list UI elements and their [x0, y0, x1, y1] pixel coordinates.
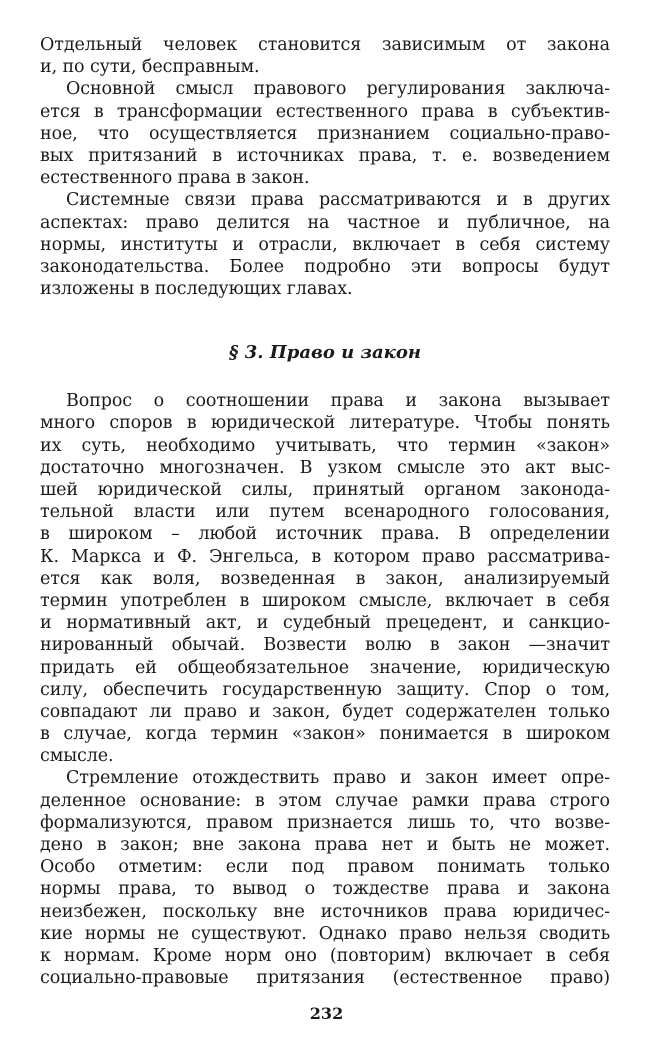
text-line: много споров в юридической литературе. Чтобы понять: [40, 413, 610, 434]
text-line: формализуются, правом признается лишь то, что возве-: [40, 812, 610, 833]
page-number: 232: [309, 1004, 344, 1023]
text-line: естественного права в закон.: [40, 168, 310, 189]
text-line: Особо отметим: если под правом понимать только: [40, 857, 610, 878]
text-line: ется как воля, возведенная в закон, анализируемый: [40, 568, 610, 589]
text-line: достаточно многозначен. В узком смысле это акт выс-: [40, 457, 610, 478]
text-line: и, по сути, бесправным.: [40, 57, 260, 78]
text-line: изложены в последующих главах.: [40, 279, 353, 300]
page-body: [40, 34, 610, 989]
text-line: в случае, когда термин «закон» понимается в широком: [40, 724, 610, 745]
text-line: нормы, институты и отрасли, включает в себя систему: [40, 234, 610, 255]
text-line: вых притязаний в источниках права, т. е. возведением: [40, 145, 610, 166]
text-line: Основной смысл правового регулирования заключа-: [66, 79, 610, 100]
section-heading: § 3. Право и закон: [229, 342, 421, 364]
text-line: неизбежен, поскольку вне источников права юридичес-: [40, 901, 610, 922]
text-line: Отдельный человек становится зависимым от закона: [40, 35, 610, 55]
text-line: силу, обеспечить государственную защиту. Спор о том,: [40, 679, 610, 700]
text-line: кие нормы не существуют. Однако право нельзя сводить: [40, 923, 610, 944]
paragraph: [40, 34, 610, 78]
paragraph: [40, 767, 610, 989]
paragraph: [40, 390, 610, 767]
paragraph: [40, 78, 610, 189]
text-line: шей юридической силы, принятый органом законода-: [40, 480, 610, 500]
text-block-after-heading: [40, 390, 610, 989]
text-line: дено в закон; вне закона права нет и быть не может.: [40, 835, 610, 855]
text-line: придать ей общеобязательное значение, юридическую: [40, 657, 610, 678]
text-line: тельной власти или путем всенародного голосования,: [40, 502, 610, 523]
text-line: К. Маркса и Ф. Энгельса, в котором право рассматрива-: [40, 546, 610, 567]
paragraph: [40, 189, 610, 300]
text-line: законодательства. Более подробно эти вопросы будут: [40, 256, 610, 277]
text-line: ное, что осуществляется признанием социально-право-: [40, 123, 610, 144]
text-line: смысле.: [40, 746, 114, 767]
text-line: Системные связи права рассматриваются и в других: [66, 190, 610, 211]
text-line: совпадают ли право и закон, будет содержателен только: [40, 701, 610, 722]
text-line: к нормам. Кроме норм оно (повторим) включает в себя: [40, 945, 610, 966]
text-line: ется в трансформации естественного права в субъектив-: [40, 101, 610, 122]
text-line: их суть, необходимо учитывать, что термин «закон»: [40, 435, 610, 456]
text-line: термин употреблен в широком смысле, включает в себя: [40, 590, 610, 611]
text-line: социально-правовые притязания (естественное право): [40, 968, 610, 989]
text-block-before-heading: [40, 34, 610, 300]
text-line: Стремление отождествить право и закон имеет опре-: [66, 768, 610, 789]
text-line: деленное основание: в этом случае рамки права строго: [40, 790, 610, 811]
text-line: аспектах: право делится на частное и публичное, на: [40, 212, 610, 233]
text-line: нированный обычай. Возвести волю в закон —значит: [40, 635, 610, 656]
text-line: нормы права, то вывод о тождестве права и закона: [40, 879, 610, 900]
text-line: в широком – любой источник права. В определении: [40, 524, 610, 545]
text-line: и нормативный акт, и судебный прецедент, и санкцио-: [40, 613, 610, 634]
text-line: Вопрос о соотношении права и закона вызывает: [66, 391, 610, 412]
